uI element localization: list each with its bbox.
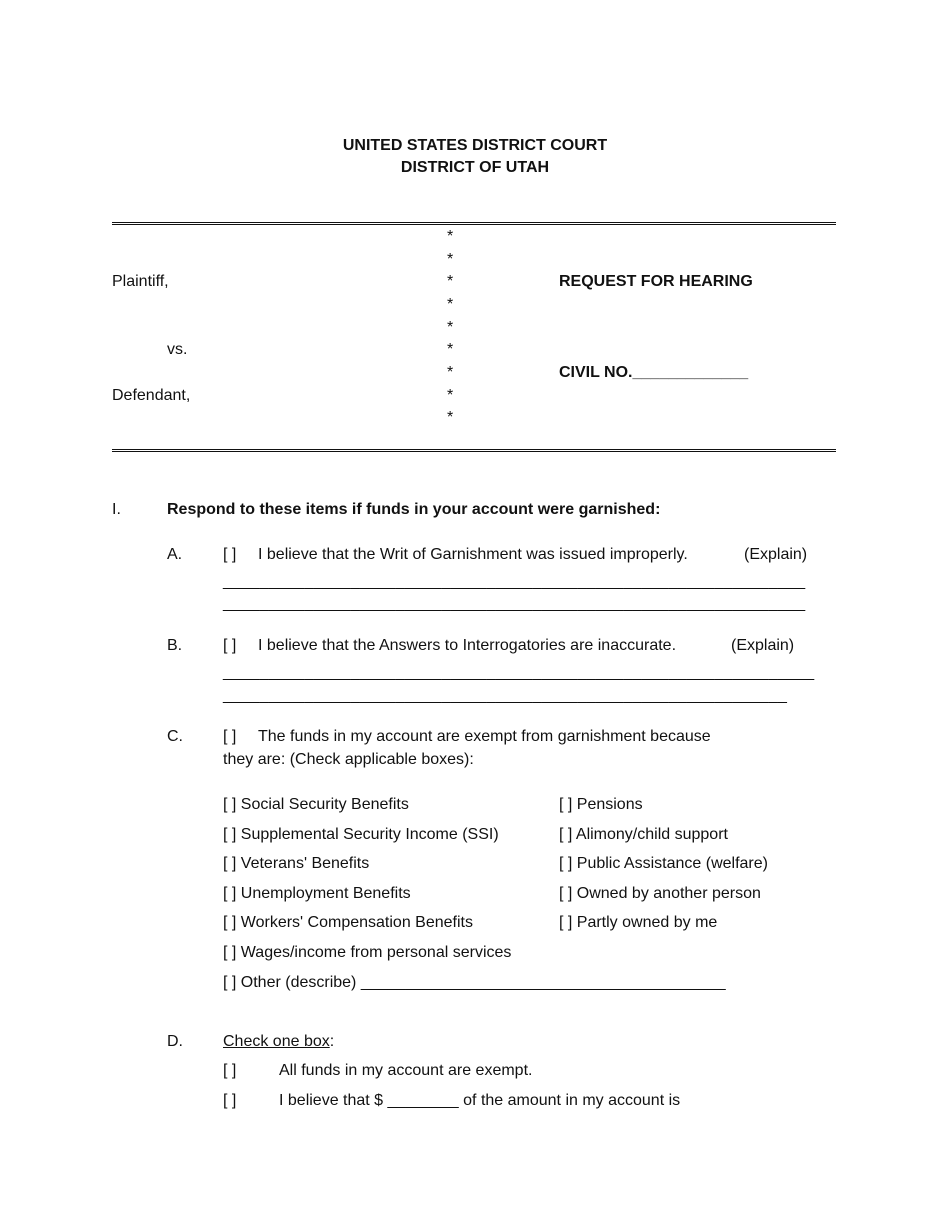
exemption-option-right[interactable]: [ ] Owned by another person (559, 885, 761, 902)
item-c-text-continued: they are: (Check applicable boxes): (223, 751, 474, 768)
item-b-answer-line[interactable]: ______________________________________________________________ (223, 687, 788, 704)
exemption-option-left[interactable]: [ ] Supplemental Security Income (SSI) (223, 826, 499, 843)
caption-star: * (447, 251, 454, 268)
caption-top-rule (112, 222, 836, 225)
section-number: I. (112, 501, 121, 518)
exemption-option-right[interactable]: [ ] Pensions (559, 796, 643, 813)
caption-star: * (447, 296, 454, 313)
court-name: UNITED STATES DISTRICT COURT (342, 137, 608, 154)
item-c-checkbox[interactable]: [ ] (223, 728, 237, 745)
item-b-letter: B. (167, 637, 183, 654)
exemption-option-left[interactable]: [ ] Unemployment Benefits (223, 885, 411, 902)
caption-star: * (447, 387, 454, 404)
item-d-checkbox[interactable]: [ ] (223, 1062, 237, 1079)
item-a-letter: A. (167, 546, 183, 563)
caption-star: * (447, 409, 454, 426)
item-d-heading-text: Check one box (223, 1033, 330, 1050)
caption-star: * (447, 319, 454, 336)
defendant-label: Defendant, (112, 387, 191, 404)
item-a-checkbox[interactable]: [ ] (223, 546, 237, 563)
caption-bottom-rule (112, 449, 836, 452)
item-d-letter: D. (167, 1033, 183, 1050)
item-a-answer-line[interactable]: ________________________________________________________________ (223, 595, 806, 612)
caption-star: * (447, 341, 454, 358)
section-heading: Respond to these items if funds in your account were garnished: (167, 501, 661, 518)
court-district: DISTRICT OF UTAH (400, 159, 550, 176)
caption-star: * (447, 364, 454, 381)
item-a-explain: (Explain) (744, 546, 808, 563)
exemption-option-left[interactable]: [ ] Wages/income from personal services (223, 944, 512, 961)
item-c-text: The funds in my account are exempt from garnishment because (258, 728, 711, 745)
exemption-option-right[interactable]: [ ] Public Assistance (welfare) (559, 855, 768, 872)
item-a-text: I believe that the Writ of Garnishment was issued improperly. (258, 546, 688, 563)
document-title: REQUEST FOR HEARING (559, 273, 753, 290)
item-d-option-partial-exempt: I believe that $ ________ of the amount in my account is (279, 1092, 681, 1109)
exemption-option-other[interactable]: [ ] Other (describe) _________________________________________ (223, 974, 726, 991)
caption-star: * (447, 228, 454, 245)
civil-number-field[interactable]: CIVIL NO._____________ (559, 364, 749, 381)
exemption-option-right[interactable]: [ ] Partly owned by me (559, 914, 718, 931)
versus-label: vs. (167, 341, 188, 358)
item-d-heading-colon: : (329, 1033, 335, 1050)
item-d-checkbox[interactable]: [ ] (223, 1092, 237, 1109)
exemption-option-left[interactable]: [ ] Social Security Benefits (223, 796, 409, 813)
caption-star: * (447, 273, 454, 290)
exemption-option-left[interactable]: [ ] Workers' Compensation Benefits (223, 914, 473, 931)
item-b-text: I believe that the Answers to Interrogatories are inaccurate. (258, 637, 677, 654)
item-b-checkbox[interactable]: [ ] (223, 637, 237, 654)
item-d-heading (223, 1032, 334, 1052)
item-d-option-all-exempt: All funds in my account are exempt. (279, 1062, 533, 1079)
exemption-option-right[interactable]: [ ] Alimony/child support (559, 826, 728, 843)
plaintiff-label: Plaintiff, (112, 273, 169, 290)
item-b-explain: (Explain) (731, 637, 795, 654)
item-a-answer-line[interactable]: ________________________________________________________________ (223, 573, 806, 590)
exemption-option-left[interactable]: [ ] Veterans' Benefits (223, 855, 370, 872)
item-c-letter: C. (167, 728, 183, 745)
item-b-answer-line[interactable]: _________________________________________________________________ (223, 664, 815, 681)
